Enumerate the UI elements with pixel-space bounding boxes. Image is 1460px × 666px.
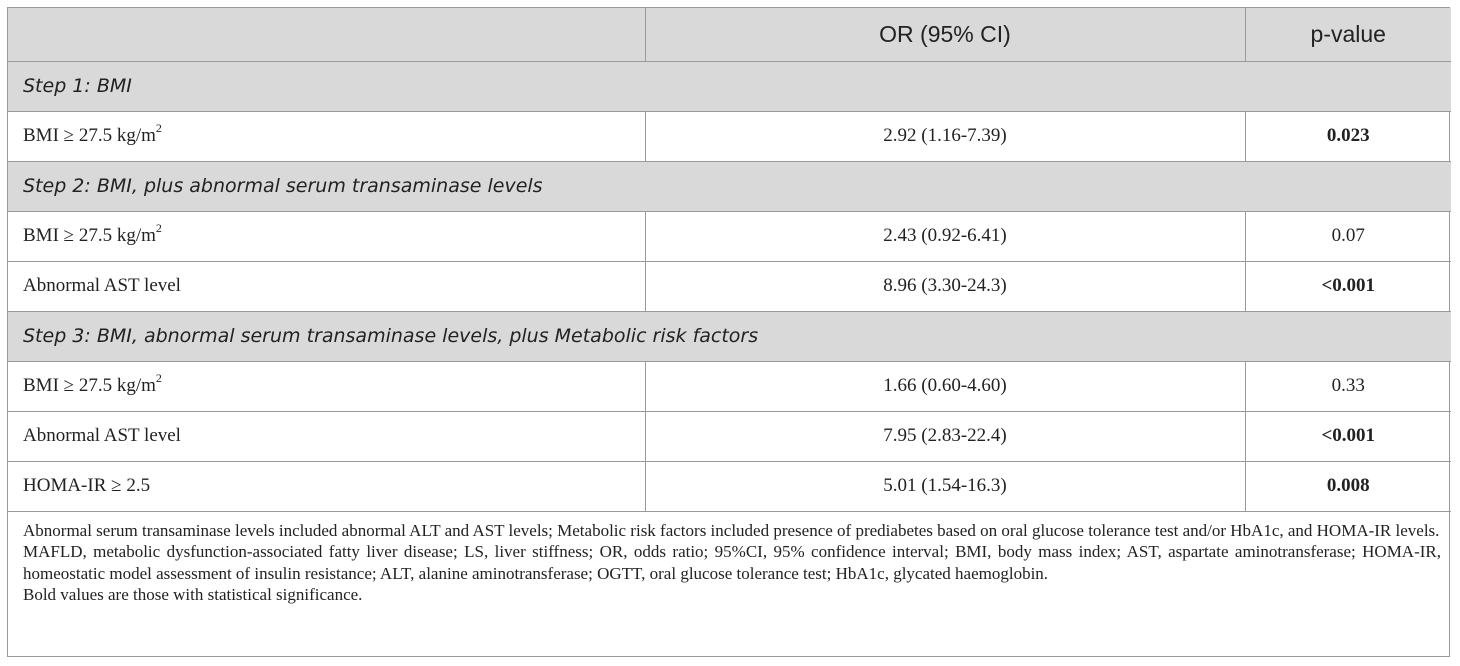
footnote-abbreviations: MAFLD, metabolic dysfunction-associated fatty liver disease; LS, liver stiffness; OR, odds ratio; 95%CI, 95% confidence interval; BMI, body mass index; AST, aspartate aminotransferase; HOMA-IR, homeostatic model assessment of insulin resistance; ALT, alanine aminotransferase; OGTT, oral glucose tolerance test; HbA1c, glycated haemoglobin. (23, 542, 1441, 583)
or-cell: 2.92 (1.16-7.39) (645, 111, 1245, 161)
superscript: 2 (155, 220, 162, 235)
step-row (8, 311, 1451, 361)
step-row (8, 161, 1451, 211)
pvalue-cell: 0.023 (1245, 111, 1451, 161)
table-row (8, 111, 1451, 161)
superscript: 2 (155, 120, 162, 135)
variable-cell (8, 461, 645, 511)
variable-cell (8, 361, 645, 411)
pvalue-cell: 0.07 (1245, 211, 1451, 261)
table-row (8, 461, 1451, 511)
table-row (8, 261, 1451, 311)
step-title: Step 2: BMI, plus abnormal serum transaminase levels (8, 161, 1451, 211)
header-variable (8, 8, 645, 61)
pvalue-cell: 0.33 (1245, 361, 1451, 411)
header-pvalue: p-value (1245, 8, 1451, 61)
or-cell: 5.01 (1.54-16.3) (645, 461, 1245, 511)
variable-label: BMI ≥ 27.5 kg/m (23, 375, 156, 396)
variable-cell (8, 411, 645, 461)
table-row (8, 411, 1451, 461)
variable-label: BMI ≥ 27.5 kg/m (23, 125, 156, 146)
variable-label: Abnormal AST level (23, 425, 181, 446)
or-cell: 8.96 (3.30-24.3) (645, 261, 1245, 311)
or-cell: 2.43 (0.92-6.41) (645, 211, 1245, 261)
variable-cell (8, 111, 645, 161)
pvalue-cell: 0.008 (1245, 461, 1451, 511)
step-row (8, 61, 1451, 111)
variable-label: Abnormal AST level (23, 275, 181, 296)
step-title: Step 1: BMI (8, 61, 1451, 111)
variable-cell (8, 261, 645, 311)
header-row (8, 8, 1451, 61)
header-or: OR (95% CI) (645, 8, 1245, 61)
variable-label: BMI ≥ 27.5 kg/m (23, 225, 156, 246)
table-row (8, 211, 1451, 261)
footnote-transaminase: Abnormal serum transaminase levels included abnormal ALT and AST levels; Metabolic risk factors included presence of prediabetes based on oral glucose tolerance test and/or HbA1c, and HOMA-IR levels. (23, 520, 1440, 540)
step-title: Step 3: BMI, abnormal serum transaminase levels, plus Metabolic risk factors (8, 311, 1451, 361)
footnote-bold-legend: Bold values are those with statistical significance. (23, 585, 363, 604)
results-table-container (7, 7, 1450, 657)
pvalue-cell: <0.001 (1245, 411, 1451, 461)
variable-cell (8, 211, 645, 261)
table-footnotes (8, 512, 1449, 606)
pvalue-cell: <0.001 (1245, 261, 1451, 311)
regression-table (8, 8, 1451, 512)
variable-label: HOMA-IR ≥ 2.5 (23, 475, 151, 496)
or-cell: 7.95 (2.83-22.4) (645, 411, 1245, 461)
table-row (8, 361, 1451, 411)
superscript: 2 (155, 370, 162, 385)
or-cell: 1.66 (0.60-4.60) (645, 361, 1245, 411)
